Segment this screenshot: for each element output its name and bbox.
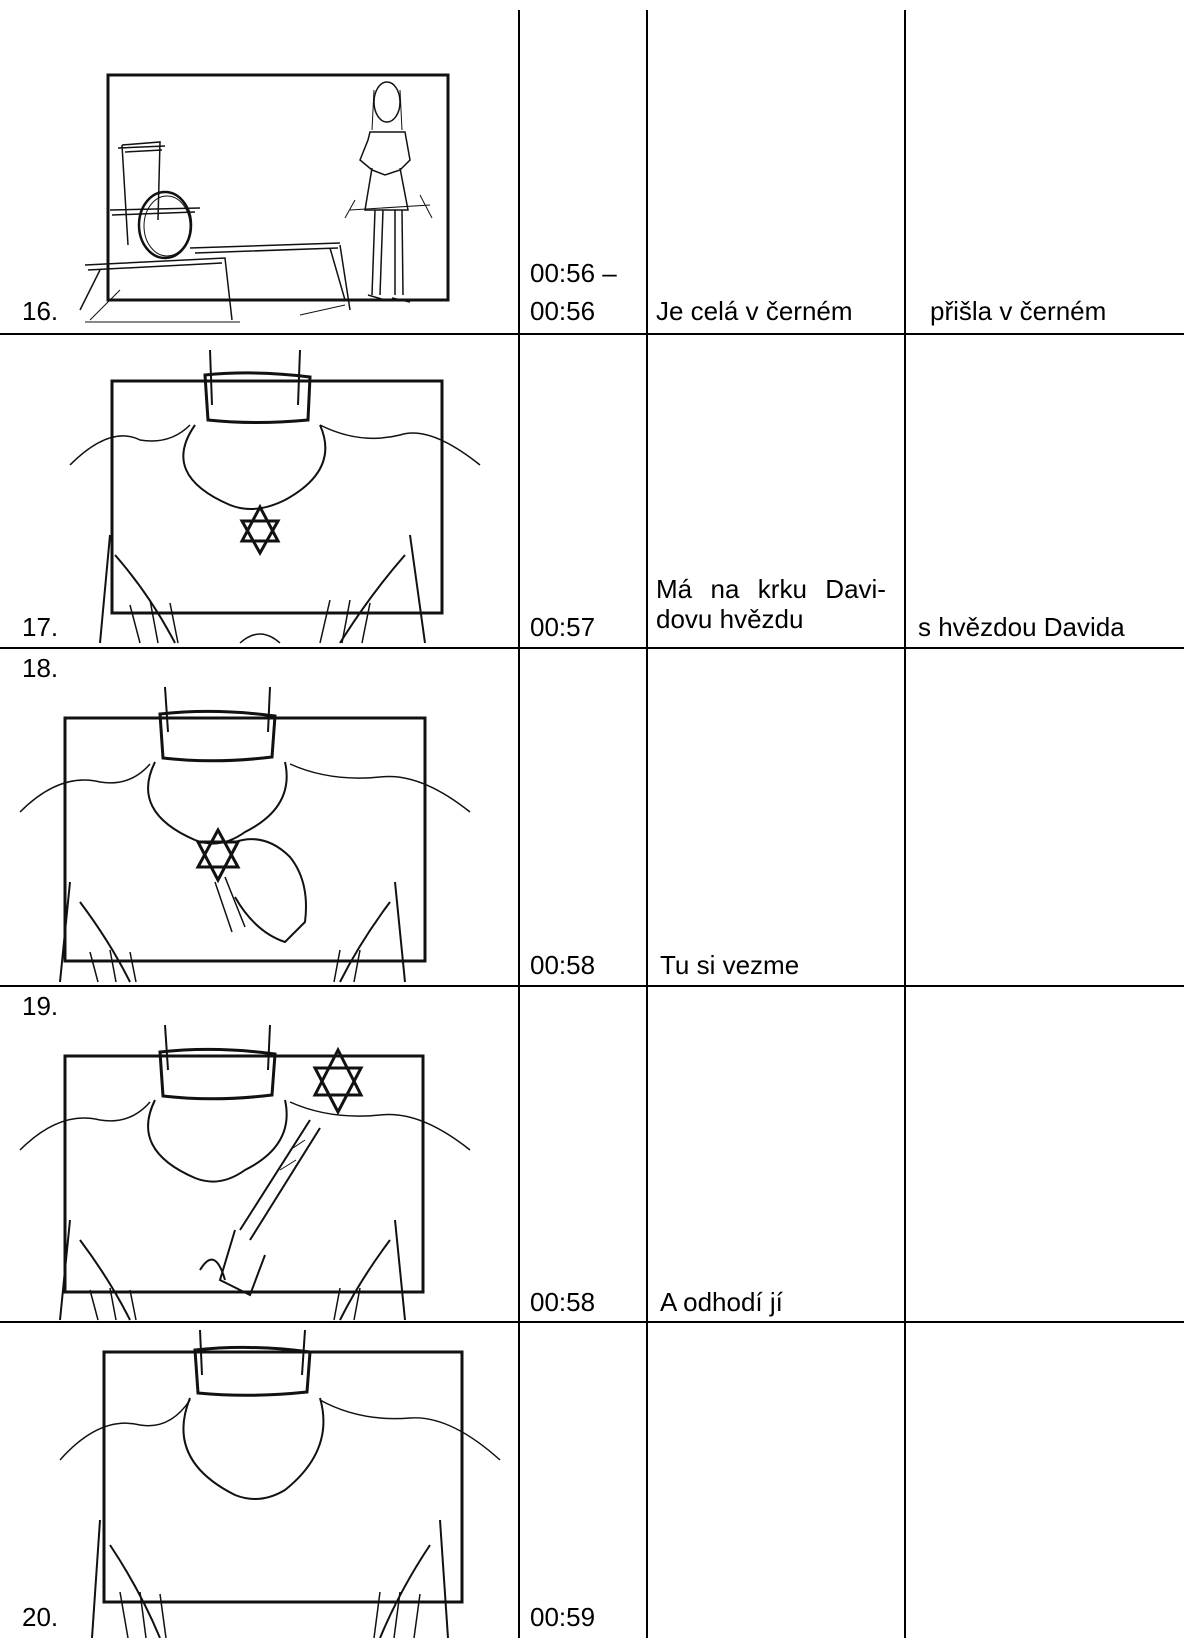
shot-description: Tu si vezme xyxy=(660,950,800,980)
sketch-hand-tossing-star-icon xyxy=(0,1020,500,1320)
row-number: 16. xyxy=(22,296,59,326)
column-divider-image-time xyxy=(518,10,520,1638)
row-number: 17. xyxy=(22,612,59,642)
column-divider-description-voiceover xyxy=(904,10,906,1638)
row-divider xyxy=(0,647,1184,649)
row-number: 19. xyxy=(22,991,59,1021)
sketch-bare-neck-icon xyxy=(0,1330,500,1638)
column-divider-time-description xyxy=(646,10,648,1638)
voiceover-text: přišla v černém xyxy=(930,296,1107,326)
description-line-2: dovu hvězdu xyxy=(656,604,804,634)
timecode-start: 00:56 – xyxy=(530,258,617,288)
shot-description xyxy=(656,574,886,634)
row-number: 18. xyxy=(22,653,59,683)
row-divider xyxy=(0,1321,1184,1323)
voiceover-text: s hvězdou Davida xyxy=(918,612,1125,642)
timecode: 00:58 xyxy=(530,1287,596,1317)
sketch-hand-holding-star-icon xyxy=(0,682,500,984)
timecode: 00:57 xyxy=(530,612,596,642)
shot-description: Je celá v černém xyxy=(656,296,853,326)
row-divider xyxy=(0,985,1184,987)
sketch-girl-in-room-icon xyxy=(0,60,500,335)
timecode: 00:58 xyxy=(530,950,596,980)
description-line-1: Má na krku Davi- xyxy=(656,574,886,604)
row-number: 20. xyxy=(22,1602,59,1632)
timecode-end: 00:56 xyxy=(530,296,596,326)
sketch-neck-star-of-david-icon xyxy=(0,345,500,645)
shot-description: A odhodí jí xyxy=(660,1287,783,1317)
timecode: 00:59 xyxy=(530,1602,596,1632)
